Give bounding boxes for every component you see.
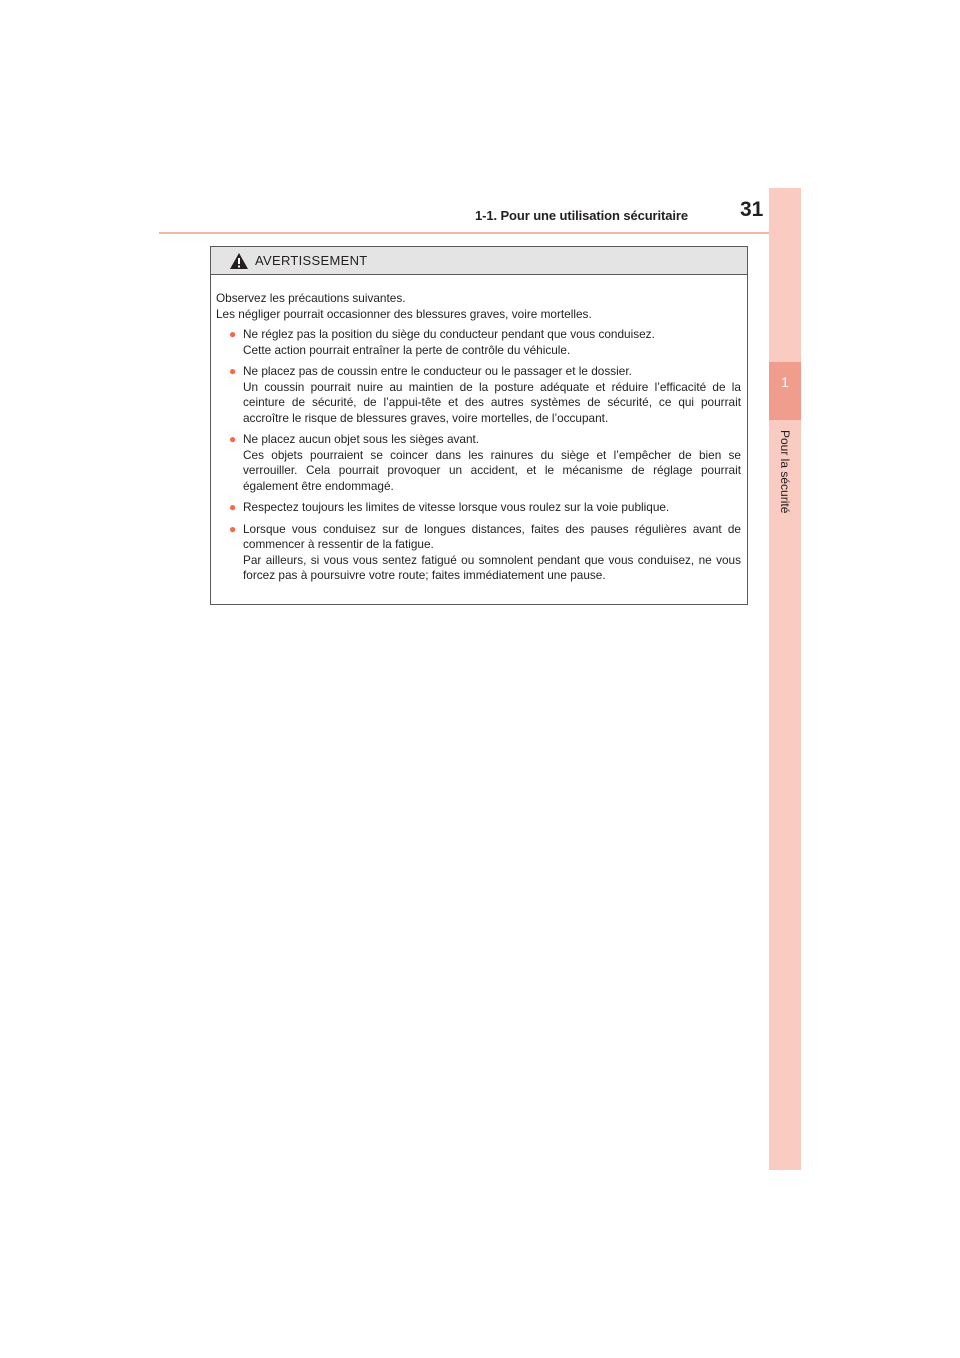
page-number: 31 (740, 198, 764, 221)
bullet-icon: ● (229, 432, 237, 446)
list-item (216, 327, 741, 358)
intro-line: Les négliger pourrait occasionner des blessures graves, voire mortelles. (216, 306, 592, 321)
item-lead: Lorsque vous conduisez sur de longues distances, faites des pauses régulières avant de commencer à ressentir de la fatigue. (243, 521, 741, 551)
list-item (216, 500, 741, 516)
item-lead: Ne réglez pas la position du siège du conducteur pendant que vous conduisez. (243, 327, 655, 341)
item-detail: Cette action pourrait entraîner la perte de contrôle du véhicule. (243, 342, 571, 357)
intro-line: Observez les précautions suivantes. (216, 291, 406, 305)
bullet-icon: ● (229, 364, 237, 378)
item-lead: Ne placez pas de coussin entre le conducteur ou le passager et le dossier. (243, 364, 632, 378)
bullet-icon: ● (229, 500, 237, 514)
warning-box (210, 246, 748, 605)
warning-items (216, 327, 741, 584)
header-rule (159, 232, 800, 234)
list-item (216, 364, 741, 426)
side-strip (769, 188, 801, 1170)
warning-title: AVERTISSEMENT (255, 253, 368, 268)
header-section-title: 1-1. Pour une utilisation sécuritaire (474, 208, 688, 223)
bullet-icon: ● (229, 521, 237, 536)
item-detail: Un coussin pourrait nuire au maintien de la posture adéquate et réduire l’efficacité de la ceinture de sécurité, de l’appui-tête et des autres systèmes de sécurité, ce qui pourrait accroître le risque de blessures graves, voire mortelles, de l’occupant. (243, 379, 741, 425)
warning-intro (216, 291, 741, 322)
bullet-icon: ● (229, 327, 237, 341)
list-item (216, 432, 741, 494)
item-detail: Ces objets pourraient se coincer dans les rainures du siège et l’empêcher de bien se verrouiller. Cela pourrait provoquer un accident, et le mécanisme de réglage pourrait également être endommagé. (243, 447, 741, 493)
warning-body (211, 275, 747, 584)
warning-header (211, 247, 747, 275)
side-tab-label: Pour la sécurité (778, 430, 792, 514)
warning-triangle-icon (229, 252, 249, 270)
side-tab (769, 362, 801, 420)
item-lead: Ne placez aucun objet sous les sièges avant. (243, 432, 480, 446)
item-lead: Respectez toujours les limites de vitesse lorsque vous roulez sur la voie publique. (243, 500, 670, 514)
list-item (216, 522, 741, 584)
item-detail: Par ailleurs, si vous vous sentez fatigué ou somnolent pendant que vous conduisez, ne vous forcez pas à poursuivre votre route; faites immédiatement une pause. (243, 552, 741, 582)
side-tab-number: 1 (781, 374, 789, 390)
